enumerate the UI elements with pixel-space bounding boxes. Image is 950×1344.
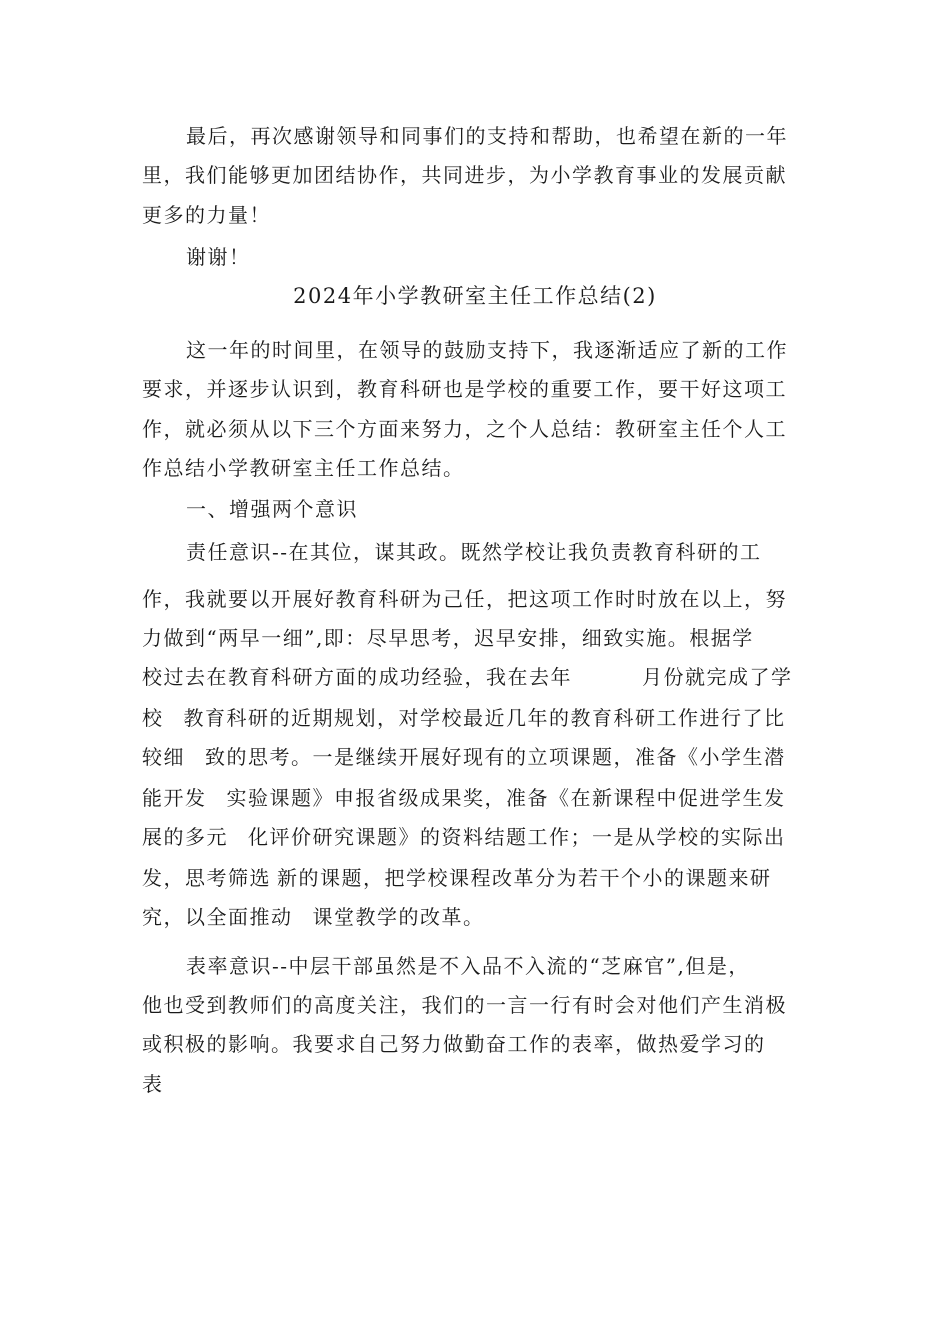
responsibility-line-5a: 校 [142,706,164,730]
closing-line-3: 更多的力量！ [142,203,271,227]
intro-line-2: 要求，并逐步认识到，教育科研也是学校的重要工作，要干好这项工 [142,377,787,401]
rolemodel-line-2: 他也受到教师们的高度关注，我们的一言一行有时会对他们产生消极 [142,993,787,1017]
rolemodel-line-3: 或积极的影响。我要求自己努力做勤奋工作的表率，做热爱学习的 [142,1032,766,1056]
responsibility-line-6b: 致的思考。一是继续开展好现有的立项课题，准备《小学生潜 [205,745,786,769]
responsibility-line-8b: 化评价研究课题》的资料结题工作；一是从学校的实际出 [248,825,786,849]
responsibility-line-2: 作，我就要以开展好教育科研为己任，把这项工作时时放在以上，努 [142,587,787,611]
responsibility-line-9b: 新的课题，把学校课程改革分为若干个小的课题来研 [277,866,772,890]
responsibility-line-5 [142,706,802,730]
responsibility-line-1: 责任意识--在其位，谋其政。既然学校让我负责教育科研的工 [186,540,762,564]
responsibility-line-5b: 教育科研的近期规划，对学校最近几年的教育科研工作进行了比 [183,706,786,730]
responsibility-line-8 [142,825,802,849]
responsibility-line-10 [142,905,802,929]
rolemodel-line-4: 表 [142,1072,164,1096]
responsibility-line-4 [142,665,802,689]
responsibility-line-7a: 能开发 [142,786,207,810]
responsibility-line-10a: 究，以全面推动 [142,905,293,929]
intro-line-3: 作，就必须从以下三个方面来努力，之个人总结：教研室主任个人工 [142,417,787,441]
responsibility-line-9a: 发，思考筛选 [142,866,271,890]
responsibility-line-3: 力做到“两早一细”,即：尽早思考，迟早安排，细致实施。根据学 [142,626,754,650]
closing-line-2: 里，我们能够更加团结协作，共同进步，为小学教育事业的发展贡献 [142,163,787,187]
rolemodel-line-1: 表率意识--中层干部虽然是不入品不入流的“芝麻官”,但是， [186,954,750,978]
intro-line-4: 作总结小学教研室主任工作总结。 [142,456,465,480]
responsibility-line-9 [142,866,802,890]
closing-thanks: 谢谢！ [186,245,251,269]
closing-line-1: 最后，再次感谢领导和同事们的支持和帮助，也希望在新的一年 [186,124,788,148]
document-title: 2024年小学教研室主任工作总结(2) [293,284,657,308]
responsibility-line-10b: 课堂教学的改革。 [312,905,485,929]
section-heading: 一、增强两个意识 [186,497,358,521]
responsibility-line-4a: 校过去在教育科研方面的成功经验，我在去年 [142,665,572,689]
intro-line-1: 这一年的时间里，在领导的鼓励支持下，我逐渐适应了新的工作 [186,338,788,362]
responsibility-line-8a: 展的多元 [142,825,228,849]
responsibility-line-6a: 较细 [142,745,185,769]
responsibility-line-7 [142,786,802,810]
responsibility-line-4b: 月份就完成了学 [642,665,793,689]
responsibility-line-6 [142,745,802,769]
responsibility-line-7b: 实验课题》申报省级成果奖，准备《在新课程中促进学生发 [226,786,786,810]
